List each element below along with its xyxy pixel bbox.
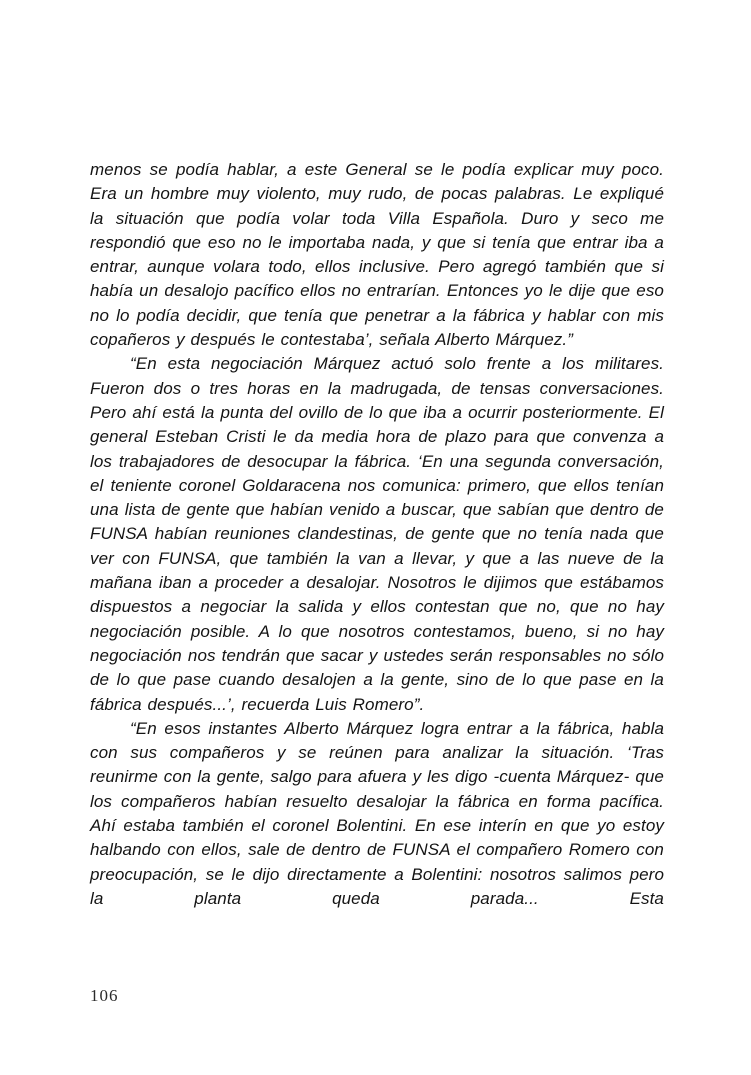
paragraph: “En esos instantes Alberto Márquez logra entrar a la fábrica, habla con sus compañeros y se reúnen para analizar la situación. ‘Tras reunirme con la gente, salgo para afuera y les digo -cuenta Márquez- que los compañeros habían resuelto desalojar la fábrica en forma pacífica. Ahí estaba también el coronel Bolentini. En ese interín en que yo estoy halbando con ellos, sale de dentro de FUNSA el compañero Romero con preocupación, se le dijo directamente a Bolentini: nosotros salimos pero la planta queda parada... Esta (90, 718, 664, 908)
paragraph: menos se podía hablar, a este General se le podía explicar muy poco. Era un hombre muy violento, muy rudo, de pocas palabras. Le expliqué la situación que podía volar toda Villa Española. Duro y seco me respondió que eso no le importaba nada, y que si tenía que entrar iba a entrar, aunque volara todo, ellos inclusive. Pero agregó también que si había un desalojo pacífico ellos no entrarían. Entonces yo le dije que eso no lo podía decidir, que tenía que penetrar a la fábrica y hablar con mis copañeros y después le contestaba’, señala Alberto Márquez.” (90, 160, 664, 350)
page-number: 106 (90, 986, 119, 1005)
body-text (90, 158, 664, 911)
paragraph: “En esta negociación Márquez actuó solo frente a los militares. Fueron dos o tres horas en la madrugada, de tensas conversaciones. Pero ahí está la punta del ovillo de lo que iba a ocurrir posteriormente. El general Esteban Cristi le da media hora de plazo para que convenza a los trabajadores de desocupar la fábrica. ‘En una segunda conversación, el teniente coronel Goldaracena nos comunica: primero, que ellos tenían una lista de gente que habían venido a buscar, que sabían que dentro de FUNSA habían reuniones clandestinas, de gente que no tenía nada que ver con FUNSA, que también la van a llevar, y que a las nueve de la mañana iban a proceder a desalojar. Nosotros le dijimos que estábamos dispuestos a negociar la salida y ellos contestan que no, que no hay negociación posible. A lo que nosotros contestamos, bueno, si no hay negociación nos tendrán que sacar y ustedes serán responsables no sólo de lo que pase cuando desalojen a la gente, sino de lo que pase en la fábrica después...’, recuerda Luis Romero”. (90, 354, 664, 714)
